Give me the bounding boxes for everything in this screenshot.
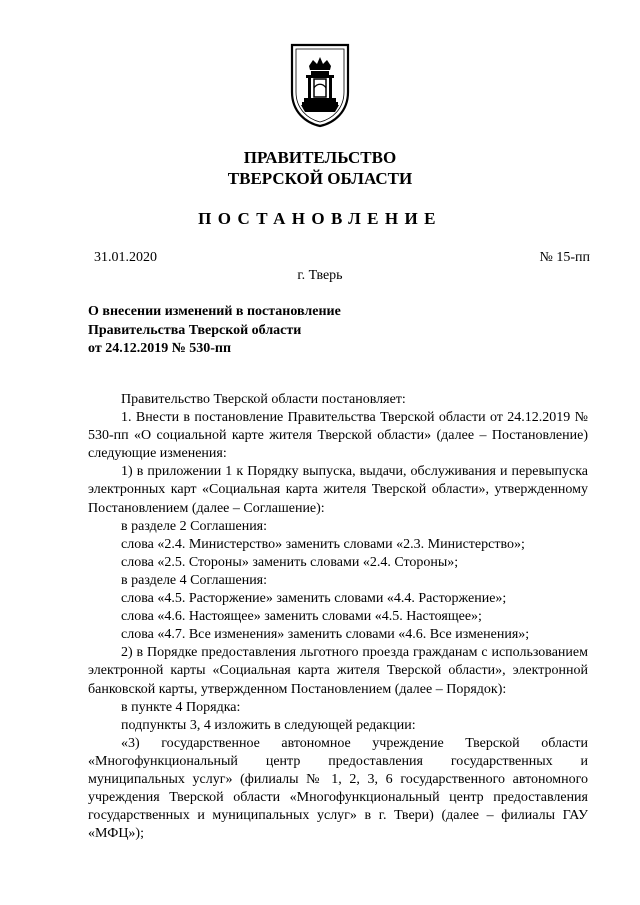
body-paragraph: в пункте 4 Порядка: — [121, 699, 241, 715]
government-title-line1: ПРАВИТЕЛЬСТВО — [243, 148, 397, 167]
body-paragraph: слова «2.5. Стороны» заменить словами «2.4. Стороны»; — [121, 554, 459, 570]
government-title-line2: ТВЕРСКОЙ ОБЛАСТИ — [227, 169, 413, 188]
body-paragraph: слова «4.7. Все изменения» заменить словами «4.6. Все изменения»; — [121, 627, 530, 643]
document-body — [88, 391, 588, 843]
body-paragraph: 2) в Порядке предоставления льготного проезда гражданам с использованием электронной карты «Социальная карта жителя Тверской области», электронной банковской карты, утвержденном Постановлением (далее – Порядок): — [88, 645, 588, 697]
subject-line2: Правительства Тверской области — [88, 322, 302, 338]
body-paragraph: слова «2.4. Министерство» заменить словами «2.3. Министерство»; — [121, 536, 525, 552]
body-paragraph: Правительство Тверской области постановляет: — [121, 392, 406, 407]
coat-of-arms-emblem — [289, 42, 351, 128]
body-paragraph: в разделе 4 Соглашения: — [121, 572, 268, 588]
body-paragraph: слова «4.6. Настоящее» заменить словами «4.5. Настоящее»; — [121, 609, 482, 625]
subject-line3: от 24.12.2019 № 530-пп — [88, 341, 232, 356]
government-title — [0, 147, 640, 189]
document-subject — [88, 303, 548, 359]
body-paragraph: в разделе 2 Соглашения: — [121, 518, 268, 534]
document-date: 31.01.2020 — [94, 250, 157, 265]
document-type-heading: ПОСТАНОВЛЕНИЕ — [198, 209, 442, 228]
body-paragraph: подпункты 3, 4 изложить в следующей редакции: — [121, 717, 416, 733]
body-paragraph: слова «4.5. Расторжение» заменить словами «4.4. Расторжение»; — [121, 591, 507, 607]
body-paragraph: 1. Внести в постановление Правительства Тверской области от 24.12.2019 № 530-пп «О социальной карте жителя Тверской области» (далее – Постановление) следующие изменения: — [88, 410, 588, 462]
document-number: № 15-пп — [539, 250, 590, 265]
body-paragraph: «3) государственное автономное учреждение Тверской области «Многофункциональный центр предоставления государственных и муниципальных услуг» (филиалы № 1, 2, 3, 6 государственного автономного учреждения Тверской области «Многофункциональный центр предоставления государственных и муниципальных услуг» в г. Твери) (далее – филиалы ГАУ «МФЦ»); — [88, 735, 588, 842]
document-city: г. Тверь — [297, 268, 343, 283]
body-paragraph: 1) в приложении 1 к Порядку выпуска, выдачи, обслуживания и перевыпуска электронных карт «Социальная карта жителя Тверской области», утвержденному Постановлением (далее – Соглашение): — [88, 464, 588, 516]
subject-line1: О внесении изменений в постановление — [88, 304, 341, 319]
